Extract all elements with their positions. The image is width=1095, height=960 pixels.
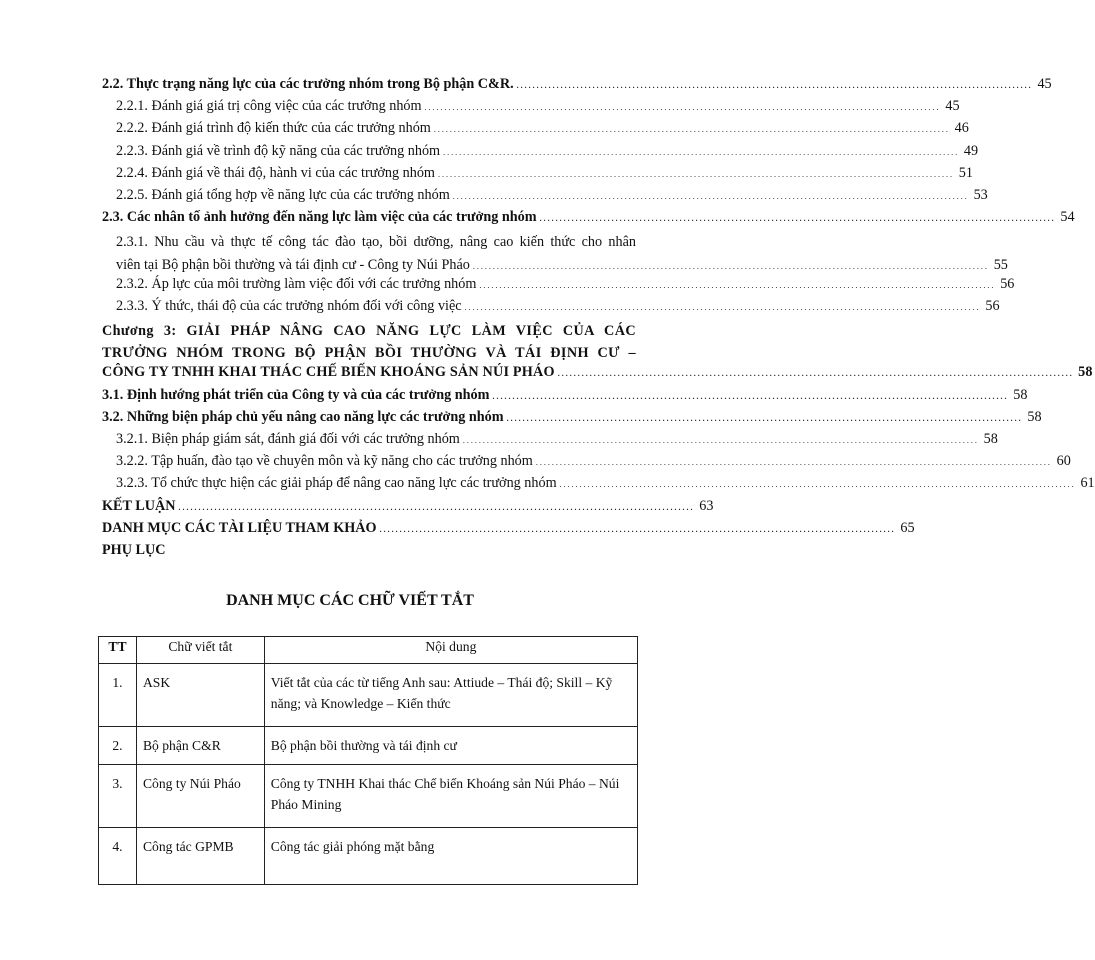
toc-page-number: 58 <box>1027 408 1042 425</box>
toc-entry-title: KẾT LUẬN <box>102 497 176 514</box>
toc-page-number: 58 <box>1078 364 1093 381</box>
toc-page-number: 56 <box>1000 275 1015 292</box>
toc-leader <box>463 431 977 448</box>
cell-abbreviation: Công tác GPMB <box>136 828 264 885</box>
table-of-contents <box>102 76 1095 564</box>
cell-content: Viết tắt của các từ tiếng Anh sau: Attiude – Thái độ; Skill – Kỹ năng; và Knowledge – Kiến thức <box>264 664 637 727</box>
toc-entry-2-2-2[interactable] <box>102 120 969 142</box>
toc-page-number: 61 <box>1080 475 1095 492</box>
toc-entry-title: 2.2.2. Đánh giá trình độ kiến thức của các trưởng nhóm <box>116 120 431 137</box>
header-abbreviation: Chữ viết tắt <box>136 637 264 664</box>
toc-entry-2-2-5[interactable] <box>102 186 988 209</box>
toc-leader <box>380 520 894 537</box>
toc-entry-title: 2.3.3. Ý thức, thái độ của các trưởng nhóm đối với công việc <box>116 297 462 314</box>
toc-chapter-line3: CÔNG TY TNHH KHAI THÁC CHẾ BIẾN KHOÁNG SẢN NÚI PHÁO <box>102 364 555 381</box>
toc-entry-2-3-2[interactable] <box>102 275 1015 298</box>
toc-entry-title: PHỤ LỤC <box>102 541 166 558</box>
toc-entry-title: 3.2.3. Tổ chức thực hiện các giải pháp để nâng cao năng lực các trưởng nhóm <box>116 475 557 492</box>
header-content: Nội dung <box>264 637 637 664</box>
cell-tt: 3. <box>99 765 137 828</box>
toc-entry-3-2-1[interactable] <box>102 431 998 453</box>
toc-leader <box>438 165 952 182</box>
toc-chapter-line2: TRƯỞNG NHÓM TRONG BỘ PHẬN BỒI THƯỜNG VÀ TÁI ĐỊNH CƯ – <box>102 345 636 362</box>
toc-entry-title: 2.3.2. Áp lực của môi trường làm việc đối với các trưởng nhóm <box>116 275 477 292</box>
toc-entry-title-line1: 2.3.1. Nhu cầu và thực tế công tác đào tạo, bồi dưỡng, nâng cao kiến thức cho nhân <box>116 234 636 251</box>
toc-entry-3-2-3[interactable] <box>102 475 1095 497</box>
toc-chapter-line1: Chương 3: GIẢI PHÁP NÂNG CAO NĂNG LỰC LÀM VIỆC CỦA CÁC <box>102 323 636 340</box>
header-tt: TT <box>99 637 137 664</box>
toc-entry-2-2-3[interactable] <box>102 142 979 165</box>
toc-entry-title: 2.2.5. Đánh giá tổng hợp về năng lực của các trưởng nhóm <box>116 186 450 203</box>
toc-leader <box>479 276 993 293</box>
abbreviations-title: DANH MỤC CÁC CHỮ VIẾT TẮT <box>226 592 474 609</box>
toc-entry-title: 3.2. Những biện pháp chủ yếu nâng cao năng lực các trưởng nhóm <box>102 408 504 425</box>
toc-entry-2-3[interactable] <box>102 209 1075 231</box>
toc-page-number: 45 <box>945 98 960 115</box>
toc-leader <box>492 387 1006 404</box>
toc-entry-2-2[interactable] <box>102 76 1052 98</box>
toc-entry-title: DANH MỤC CÁC TÀI LIỆU THAM KHẢO <box>102 519 377 536</box>
toc-leader <box>434 120 948 137</box>
toc-page-number: 53 <box>973 186 988 203</box>
cell-abbreviation: Công ty Núi Pháo <box>136 765 264 828</box>
toc-entry-3-1[interactable] <box>102 386 1028 409</box>
toc-entry-appendix[interactable] <box>102 542 636 564</box>
toc-entry-2-3-1[interactable] <box>102 231 1008 275</box>
cell-abbreviation: Bộ phận C&R <box>136 727 264 765</box>
toc-entry-title: 2.3. Các nhân tố ảnh hưởng đến năng lực làm việc của các trưởng nhóm <box>102 209 537 226</box>
cell-content: Bộ phận bồi thường và tái định cư <box>264 727 637 765</box>
toc-entry-references[interactable] <box>102 519 915 542</box>
toc-page-number: 46 <box>954 120 969 137</box>
cell-abbreviation: ASK <box>136 664 264 727</box>
toc-leader <box>465 298 979 315</box>
table-row <box>99 828 638 885</box>
toc-page-number: 58 <box>1013 386 1028 403</box>
toc-page-number: 58 <box>983 431 998 448</box>
toc-leader <box>517 76 1031 93</box>
cell-tt: 2. <box>99 727 137 765</box>
toc-leader <box>507 409 1021 426</box>
toc-page-number: 55 <box>993 256 1008 273</box>
toc-page-number: 56 <box>985 297 1000 314</box>
toc-entry-2-2-1[interactable] <box>102 98 960 120</box>
toc-page-number: 54 <box>1060 209 1075 226</box>
cell-tt: 1. <box>99 664 137 727</box>
toc-page-number: 49 <box>963 142 979 159</box>
toc-entry-title: 2.2.1. Đánh giá giá trị công việc của các trưởng nhóm <box>116 98 422 115</box>
toc-entry-3-2[interactable] <box>102 408 1042 431</box>
toc-entry-2-2-4[interactable] <box>102 164 973 187</box>
toc-entry-title: 2.2.4. Đánh giá về thái độ, hành vi của các trưởng nhóm <box>116 164 435 181</box>
toc-entry-chapter-3[interactable] <box>102 320 1093 387</box>
toc-page-number: 63 <box>699 497 714 514</box>
cell-content: Công ty TNHH Khai thác Chế biến Khoáng sản Núi Pháo – Núi Pháo Mining <box>264 765 637 828</box>
toc-leader <box>558 364 1072 381</box>
toc-leader <box>560 475 1074 492</box>
toc-entry-3-2-2[interactable] <box>102 453 1071 475</box>
toc-page-number: 51 <box>958 164 973 181</box>
toc-page-number: 60 <box>1056 453 1071 470</box>
toc-page-number: 65 <box>900 519 915 536</box>
toc-entry-title-line2: viên tại Bộ phận bồi thường và tái định cư - Công ty Núi Pháo <box>116 256 470 273</box>
toc-leader <box>178 498 692 515</box>
cell-content: Công tác giải phóng mặt bằng <box>264 828 637 885</box>
toc-entry-title: 2.2.3. Đánh giá về trình độ kỹ năng của các trưởng nhóm <box>116 142 441 159</box>
table-row <box>99 765 638 828</box>
toc-page-number: 45 <box>1037 76 1052 92</box>
table-row <box>99 727 638 765</box>
toc-leader <box>473 254 987 278</box>
toc-leader <box>425 98 939 115</box>
table-row <box>99 664 638 727</box>
abbreviations-table <box>98 636 638 885</box>
toc-entry-title: 3.2.2. Tập huấn, đào tạo về chuyên môn và kỹ năng cho các trưởng nhóm <box>116 453 533 470</box>
toc-entry-title: 3.1. Định hướng phát triển của Công ty và của các trưởng nhóm <box>102 386 490 403</box>
toc-entry-title: 3.2.1. Biện pháp giám sát, đánh giá đối với các trưởng nhóm <box>116 431 460 448</box>
cell-tt: 4. <box>99 828 137 885</box>
toc-entry-title: 2.2. Thực trạng năng lực của các trưởng nhóm trong Bộ phận C&R. <box>102 76 514 92</box>
toc-leader <box>540 209 1054 226</box>
toc-leader <box>536 453 1050 470</box>
toc-entry-ket-luan[interactable] <box>102 497 714 520</box>
toc-leader <box>453 187 967 204</box>
toc-leader <box>443 143 957 160</box>
toc-entry-2-3-3[interactable] <box>102 297 1000 320</box>
table-header-row <box>99 637 638 664</box>
